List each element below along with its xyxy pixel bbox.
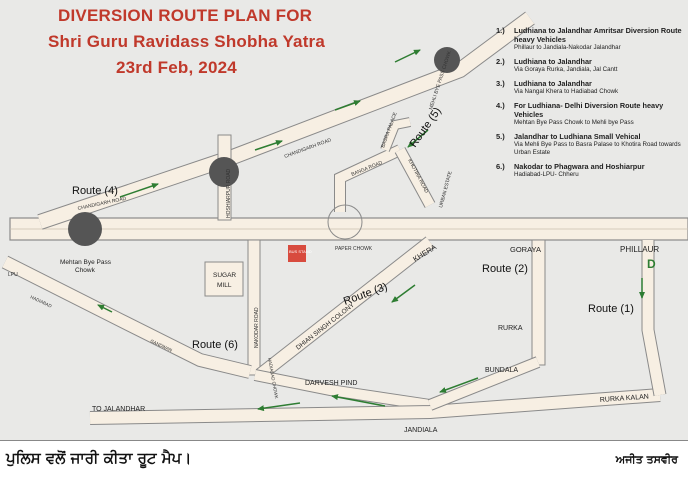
goraya-label: GORAYA <box>510 245 541 254</box>
photo-credit: ਅਜੀਤ ਤਸਵੀਰ <box>615 453 678 466</box>
main-highway <box>10 218 688 240</box>
rurka-label: RURKA <box>498 325 523 332</box>
route5-label: Route (5) <box>407 105 444 150</box>
nakodar-road-label: NAKODAR ROAD <box>254 307 260 348</box>
legend-item-2 <box>496 57 686 74</box>
jandiala-label: JANDIALA <box>404 427 438 434</box>
rurka-kalan-label: RURKA KALAN <box>599 393 650 404</box>
legend-item-6 <box>496 162 686 179</box>
mehtan-roundabout <box>68 212 102 246</box>
legend-heading: Ludhiana to Jalandhar <box>514 79 592 88</box>
hadiabad-lpu-label: HADIABAD <box>29 294 53 309</box>
legend-sub: Phillaur to Jandiala-Nakodar Jalandhar <box>514 44 621 51</box>
map-title-line-2: Shri Guru Ravidass Shobha Yatra <box>48 32 326 51</box>
lpu-label: LPU <box>8 272 18 278</box>
route-legend <box>496 26 686 184</box>
legend-item-1 <box>496 26 686 52</box>
route3-arrow <box>392 285 415 302</box>
legend-sub: Mehtan Bye Pass Chowk to Mehli bye Pass <box>514 119 634 126</box>
mehtan-chowk-label: Chowk <box>75 267 95 274</box>
map-title-line-3: 23rd Feb, 2024 <box>116 58 237 77</box>
hoshiarpur-roundabout <box>209 157 239 187</box>
sugar-mill-label-1: SUGAR <box>213 272 237 279</box>
legend-heading: Ludhiana to Jalandhar <box>514 57 592 66</box>
gandwan-label: GANDWAN <box>149 338 173 353</box>
mehli-bypass-label: MEHLI BYE PASS CHOWK <box>428 50 453 111</box>
legend-num: 1.) <box>496 26 505 35</box>
banga-road-label: BANGA ROAD <box>350 159 384 178</box>
chandigarh-road-label: CHANDIGARH ROAD <box>77 195 127 212</box>
bundala-label: BUNDALA <box>485 367 519 374</box>
sugar-mill-label-2: MILL <box>217 282 232 289</box>
legend-heading: Jalandhar to Ludhiana Small Vehical <box>514 132 641 141</box>
legend-sub: Via Nangal Khera to Hadiabad Chowk <box>514 88 619 95</box>
legend-num: 4.) <box>496 101 505 110</box>
legend-sub: Hadiabad-LPU- Chheru <box>514 171 579 178</box>
hadiabad-chowk-label: HADIABAD CHOWK <box>267 357 280 400</box>
khotiran-road-label: KHOTIRA ROAD <box>406 158 430 195</box>
legend-item-3 <box>496 79 686 96</box>
legend-sub: Via Mehli Bye Pass to Basra Palase to Khotira Road towards Urban Estate <box>514 141 681 156</box>
caption-bar <box>0 440 688 478</box>
legend-item-4 <box>496 101 686 127</box>
dhian-singh-colony-label: DHIAN SINGH COLONY <box>294 301 356 352</box>
d-marker-label: D <box>647 257 656 271</box>
mehtan-bypass-label: Mehtan Bye Pass <box>60 259 111 266</box>
chandigarh-road-label-2: CHANDIGARH ROAD <box>283 137 333 160</box>
legend-item-5 <box>496 132 686 157</box>
legend-num: 5.) <box>496 132 505 141</box>
to-jalandhar-label: TO JALANDHAR <box>92 406 146 413</box>
basra-palace-label: BASRA PALACE <box>380 111 399 149</box>
hoshiarpur-road-label: HOSHIARPUR ROAD <box>226 168 232 218</box>
route4-label: Route (4) <box>72 185 118 197</box>
caption-text: ਪੁਲਿਸ ਵਲੋਂ ਜਾਰੀ ਕੀਤਾ ਰੂਟ ਮੈਪ। <box>6 449 192 467</box>
paper-chowk-label: PAPER CHOWK <box>335 246 373 252</box>
khera-label: KHERA <box>411 242 438 264</box>
route2-label: Route (2) <box>482 263 528 275</box>
legend-heading: For Ludhiana- Delhi Diversion Route heavy Vehicles <box>514 101 664 119</box>
legend-heading: Ludhiana to Jalandhar Amritsar Diversion Route heavy Vehicles <box>514 26 682 44</box>
darvesh-pind-label: DARVESH PIND <box>305 380 358 387</box>
legend-heading: Nakodar to Phagwara and Hoshiarpur <box>514 162 645 171</box>
route4-arrow-4 <box>395 50 420 62</box>
route6-label: Route (6) <box>192 339 238 351</box>
phillaur-label: PHILLAUR <box>620 245 660 254</box>
route1-label: Route (1) <box>588 303 634 315</box>
bus-stand-label: BUS STAND <box>289 249 312 254</box>
urban-estate-label: URBAN ESTATE <box>438 170 454 209</box>
map-title-line-1: DIVERSION ROUTE PLAN FOR <box>58 6 313 25</box>
sugar-mill-box <box>205 262 243 296</box>
legend-num: 6.) <box>496 162 505 171</box>
legend-num: 2.) <box>496 57 505 66</box>
route3-label: Route (3) <box>341 280 390 308</box>
legend-sub: Via Goraya Rurka, Jandiala, Jal Cantt <box>514 66 618 73</box>
legend-num: 3.) <box>496 79 505 88</box>
